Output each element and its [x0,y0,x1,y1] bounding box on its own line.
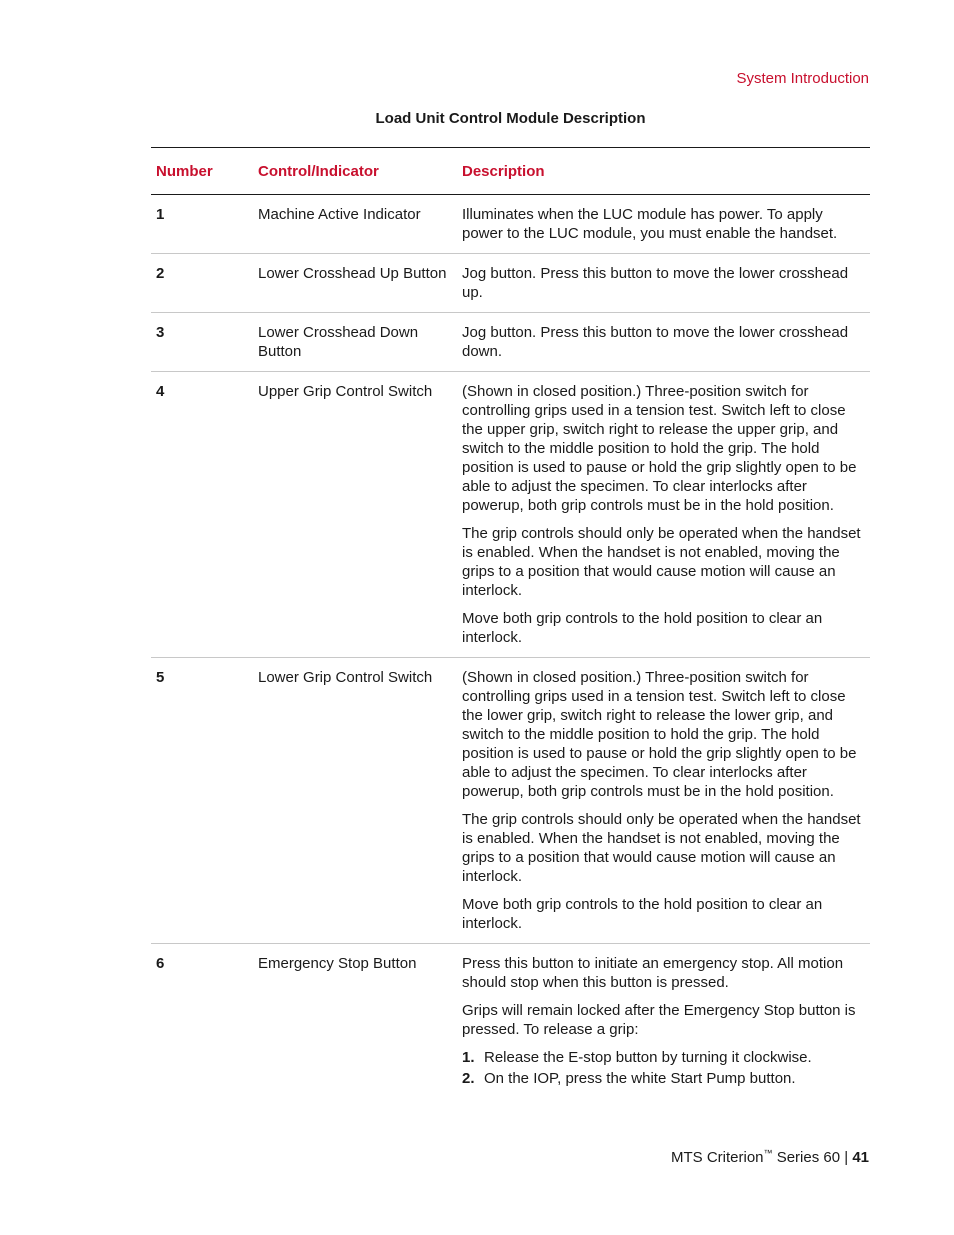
step-text: Release the E-stop button by turning it clockwise. [484,1049,812,1066]
row-description [457,668,870,933]
description-table [151,147,870,1100]
row-number: 4 [156,383,165,400]
description-paragraph: Move both grip controls to the hold position to clear an interlock. [462,610,823,646]
table-row [151,195,870,254]
table-row [151,372,870,658]
description-paragraph: (Shown in closed position.) Three-position switch for controlling grips used in a tension test. Switch left to close the upper grip, switch right to release the upper grip, and switch to the middle position to hold the grip. The hold position is used to pause or hold the grip slightly open to be able to adjust the specimen. To clear interlocks after powerup, both grip controls must be in the hold position. [462,383,857,514]
page-number: 41 [852,1149,869,1166]
step-item [462,1048,866,1067]
row-control: Emergency Stop Button [258,955,417,972]
table-row [151,254,870,313]
description-paragraph: Grips will remain locked after the Emergency Stop button is pressed. To release a grip: [462,1002,856,1038]
description-paragraph: Jog button. Press this button to move the lower crosshead up. [462,265,849,301]
page-footer [671,1148,869,1166]
row-description [457,264,870,302]
row-description [457,382,870,647]
trademark-symbol: ™ [763,1148,773,1158]
description-paragraph: Press this button to initiate an emergency stop. All motion should stop when this button is pressed. [462,955,844,991]
row-number: 3 [156,324,165,341]
row-control: Upper Grip Control Switch [258,383,433,400]
description-paragraph: The grip controls should only be operated when the handset is enabled. When the handset is not enabled, moving the grips to a position that would cause motion will cause an interlock. [462,525,861,599]
row-description [457,323,870,361]
step-number: 2. [462,1070,475,1087]
step-item [462,1069,866,1088]
row-number: 1 [156,206,165,223]
section-header: System Introduction [736,70,869,87]
row-number: 6 [156,955,165,972]
description-paragraph: (Shown in closed position.) Three-position switch for controlling grips used in a tension test. Switch left to close the lower grip, switch right to release the lower grip, and switch to the middle position to hold the grip. The hold position is used to pause or hold the grip slightly open to be able to adjust the specimen. To clear interlocks after powerup, both grip controls must be in the hold position. [462,669,857,800]
footer-series: Series 60 | [772,1149,853,1166]
step-list [462,1048,866,1088]
step-number: 1. [462,1049,475,1066]
table-row [151,658,870,944]
table-row [151,944,870,1100]
row-control: Machine Active Indicator [258,206,421,223]
row-number: 2 [156,265,165,282]
table-header-row [151,148,870,195]
column-header-number: Number [156,162,213,180]
description-paragraph: Jog button. Press this button to move the lower crosshead down. [462,324,849,360]
step-text: On the IOP, press the white Start Pump button. [484,1070,796,1087]
row-control: Lower Crosshead Up Button [258,265,447,282]
row-description [457,954,870,1090]
row-number: 5 [156,669,165,686]
description-paragraph: Move both grip controls to the hold position to clear an interlock. [462,896,823,932]
footer-product: MTS Criterion [671,1149,764,1166]
description-paragraph: The grip controls should only be operated when the handset is enabled. When the handset is not enabled, moving the grips to a position that would cause motion will cause an interlock. [462,811,861,885]
row-control: Lower Grip Control Switch [258,669,433,686]
table-row [151,313,870,372]
column-header-control: Control/Indicator [258,162,379,180]
column-header-description: Description [462,162,545,180]
row-description [457,205,870,243]
row-control: Lower Crosshead Down Button [258,324,419,360]
description-paragraph: Illuminates when the LUC module has power. To apply power to the LUC module, you must enable the handset. [462,206,838,242]
table-title: Load Unit Control Module Description [375,110,646,127]
